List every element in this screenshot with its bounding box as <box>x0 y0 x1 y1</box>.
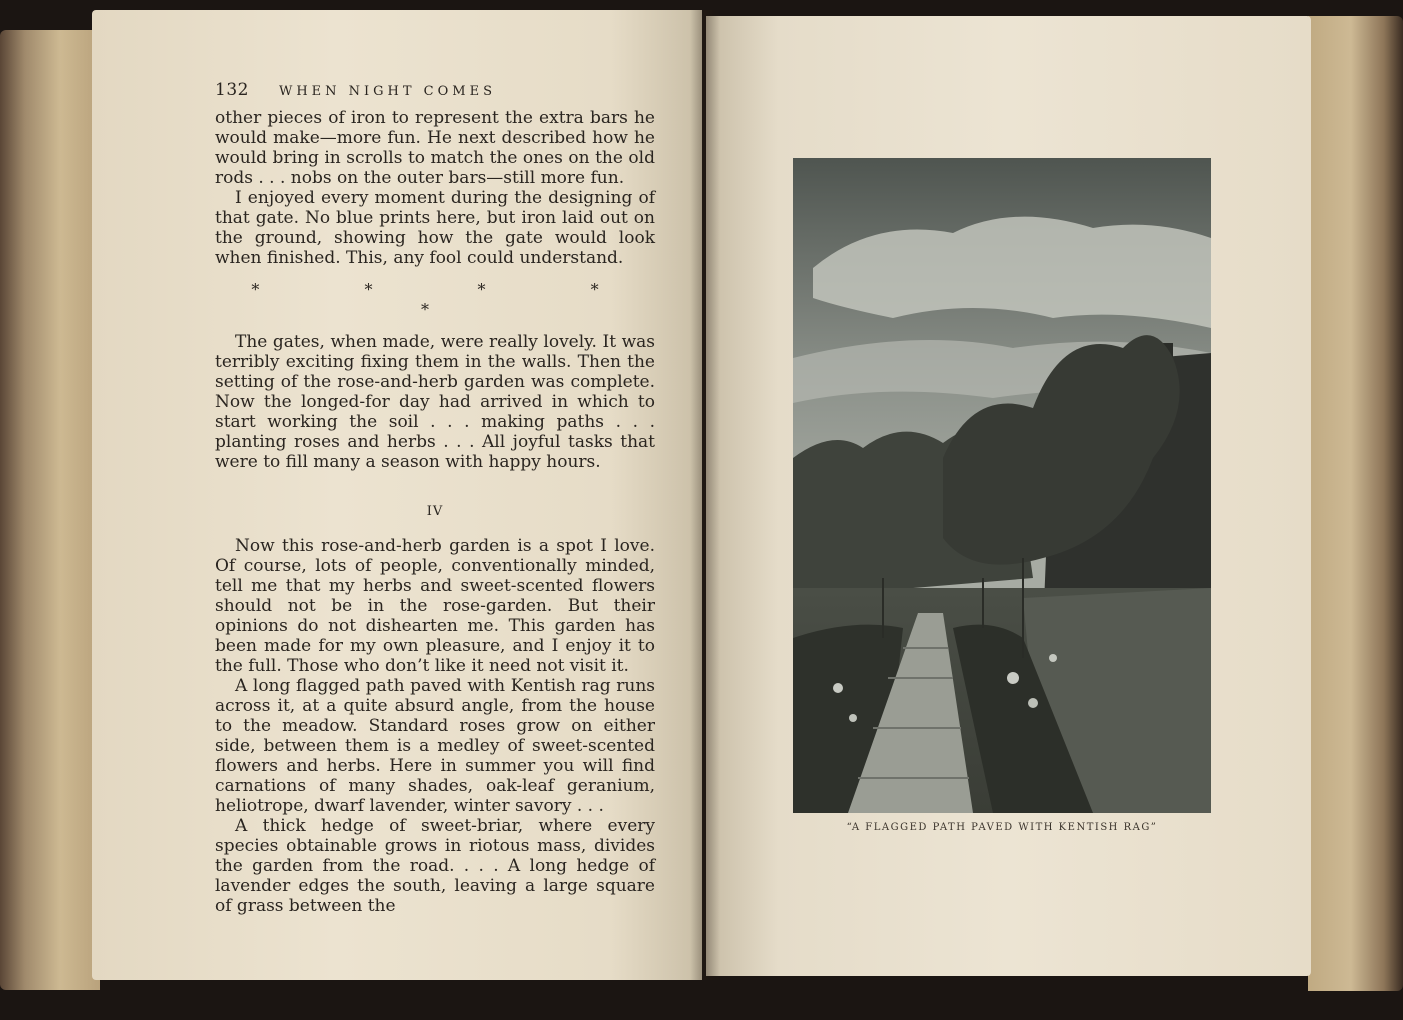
book-page-edges-right <box>1308 16 1403 991</box>
book-page-edges-left <box>0 30 100 990</box>
photo-caption: “A FLAGGED PATH PAVED WITH KENTISH RAG” <box>846 822 1158 833</box>
paragraph: The gates, when made, were really lovely. It was terribly exciting fixing them in the walls. Then the setting of the rose-and-herb garden was complete. Now the longed-for day had arrived in which to start working the soil . . . making paths . . . planting roses and herbs . . . All joyful tasks that were to fill many a season with happy hours. <box>215 332 655 472</box>
paragraph: A thick hedge of sweet-briar, where every species obtainable grows in riotous mass, divides the garden from the road. . . . A long hedge of lavender edges the south, leaving a large square of grass between the <box>215 816 655 916</box>
page-number: 132 <box>215 80 249 100</box>
running-title: WHEN NIGHT COMES <box>278 84 496 99</box>
paragraph: I enjoyed every moment during the designing of that gate. No blue prints here, but iron laid out on the ground, showing how the gate would look when finished. This, any fool could understand. <box>215 188 655 268</box>
running-head <box>215 80 655 102</box>
garden-path-photograph <box>793 158 1211 813</box>
section-break-stars: * * * * * <box>251 280 649 319</box>
paragraph: Now this rose-and-herb garden is a spot I love. Of course, lots of people, conventionally minded, tell me that my herbs and sweet-scented flowers should not be in the rose-garden. But their opinions do not dishearten me. This garden has been made for my own pleasure, and I enjoy it to the full. Those who don’t like it need not visit it. <box>215 536 655 676</box>
paragraph: A long flagged path paved with Kentish rag runs across it, at a quite absurd angle, from the house to the meadow. Standard roses grow on either side, between them is a medley of sweet-scented flowers and herbs. Here in summer you will find carnations of many shades, oak-leaf geranium, heliotrope, dwarf lavender, winter savory . . . <box>215 676 655 816</box>
section-number: IV <box>426 504 444 519</box>
paragraph: other pieces of iron to represent the extra bars he would make—more fun. He next described how he would bring in scrolls to match the ones on the old rods . . . nobs on the outer bars—still more fun. <box>215 108 655 188</box>
book-gutter <box>690 10 720 980</box>
left-page-text <box>215 80 655 916</box>
